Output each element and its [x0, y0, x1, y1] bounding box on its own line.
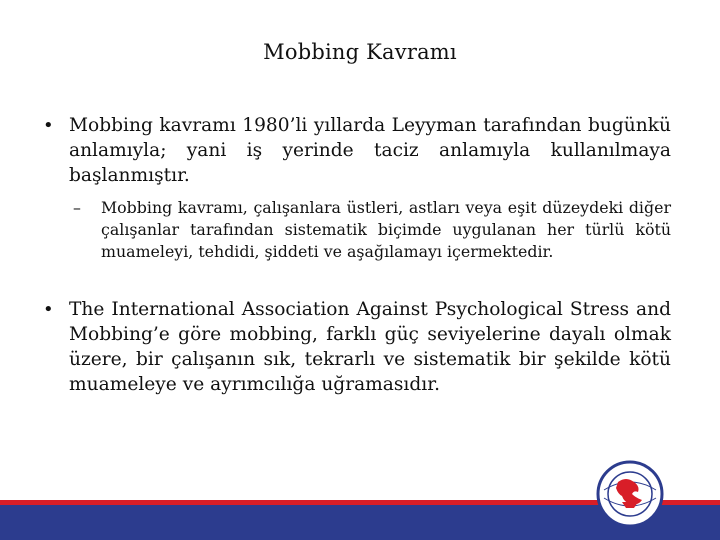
bullet-marker: •: [43, 115, 54, 136]
bullet-marker: •: [43, 299, 54, 320]
slide-title: Mobbing Kavramı: [263, 40, 457, 64]
bullet-2-text: The International Association Against Psychological Stress and Mobbing’e göre mobbing, farklı güç seviyelerine dayalı olmak üzere, bir çalışanın sık, tekrarlı ve sistematik bir şekilde kötü muameleye ve ayrımcılığa uğramasıdır.: [69, 299, 671, 395]
sub-bullet-marker: –: [73, 198, 81, 217]
university-seal-logo-svg: [596, 460, 664, 528]
university-seal-logo: [596, 460, 664, 528]
bullet-1-text: Mobbing kavramı 1980’li yıllarda Leyyman tarafından bugünkü anlamıyla; yani iş yerinde taciz anlamıyla kullanılmaya başlanmıştır.: [69, 115, 671, 186]
sub-bullet-1-text: Mobbing kavramı, çalışanlara üstleri, astları veya eşit düzeydeki diğer çalışanlar tarafından sistematik biçimde uygulanan her türlü kötü muameleyi, tehdidi, şiddeti ve aşağılamayı içermektedir.: [101, 198, 671, 261]
